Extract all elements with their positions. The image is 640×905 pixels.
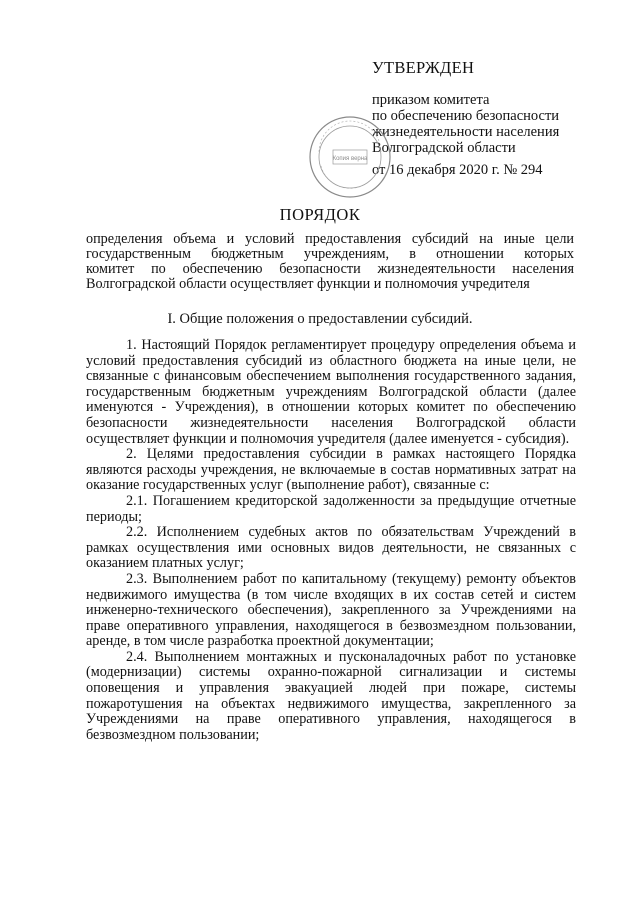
- section-heading: I. Общие положения о предоставлении субсидий.: [167, 311, 473, 327]
- approval-order-block: [372, 92, 559, 156]
- document-subtitle: [86, 232, 574, 292]
- order-line: приказом комитета: [372, 92, 490, 108]
- document-title: ПОРЯДОК: [279, 205, 361, 224]
- paragraph-2-3: 2.3. Выполнением работ по капитальному (текущему) ремонту объектов недвижимого имущества (в том числе входящих в их состав сетей и систем инженерно-технического обеспечения), закрепленного за Учреждениями на праве оперативного управления, находящегося в безвозмездном пользовании, аренде, в том числе разработка проектной документации;: [86, 570, 576, 650]
- paragraph-1: 1. Настоящий Порядок регламентирует процедуру определения объема и условий предоставления субсидий из областного бюджета на иные цели, не связанные с финансовым обеспечением выполнения государственного задания, государственным бюджетным учреждениям Волгоградской области (далее именуются - Учреждения), в отношении которых комитет по обеспечению безопасности жизнедеятельности населения Волгоградской области осуществляет функции и полномочия учредителя (далее именуется - субсидия).: [86, 337, 576, 447]
- approval-heading: УТВЕРЖДЕН: [372, 58, 475, 77]
- order-line: жизнедеятельности населения: [372, 124, 560, 140]
- paragraph-2-1: 2.1. Погашением кредиторской задолженности за предыдущие отчетные периоды;: [86, 492, 576, 525]
- subtitle-line: государственным бюджетным учреждениям, в отношении которых: [86, 246, 574, 262]
- subtitle-line: комитет по обеспечению безопасности жизнедеятельности населения: [86, 261, 574, 277]
- stamp-text: Копия верна: [332, 156, 368, 162]
- paragraph-2-2: 2.2. Исполнением судебных актов по обязательствам Учреждений в рамках осуществления ими основных видов деятельности, не связанных с оказанием платных услуг;: [86, 524, 576, 572]
- order-line: Волгоградской области: [372, 140, 516, 156]
- document-body: [86, 338, 576, 743]
- subtitle-line: определения объема и условий предоставления субсидий на иные цели: [86, 231, 574, 247]
- order-line: по обеспечению безопасности: [372, 108, 560, 124]
- paragraph-2-4: 2.4. Выполнением монтажных и пусконаладочных работ по установке (модернизации) системы охранно-пожарной сигнализации и системы оповещения и управления эвакуацией людей при пожаре, системы пожаротушения на объектах недвижимого имущества, закрепленного за Учреждениями на праве оперативного управления, находящегося в безвозмездном пользовании;: [86, 648, 576, 743]
- paragraph-2: 2. Целями предоставления субсидии в рамках настоящего Порядка являются расходы учреждения, не включаемые в состав нормативных затрат на оказание государственных услуг (выполнение работ), связанные с:: [86, 446, 576, 494]
- official-seal-stamp: [305, 112, 395, 202]
- order-date-line: от 16 декабря 2020 г. № 294: [372, 162, 543, 178]
- subtitle-line: Волгоградской области осуществляет функции и полномочия учредителя: [86, 276, 530, 292]
